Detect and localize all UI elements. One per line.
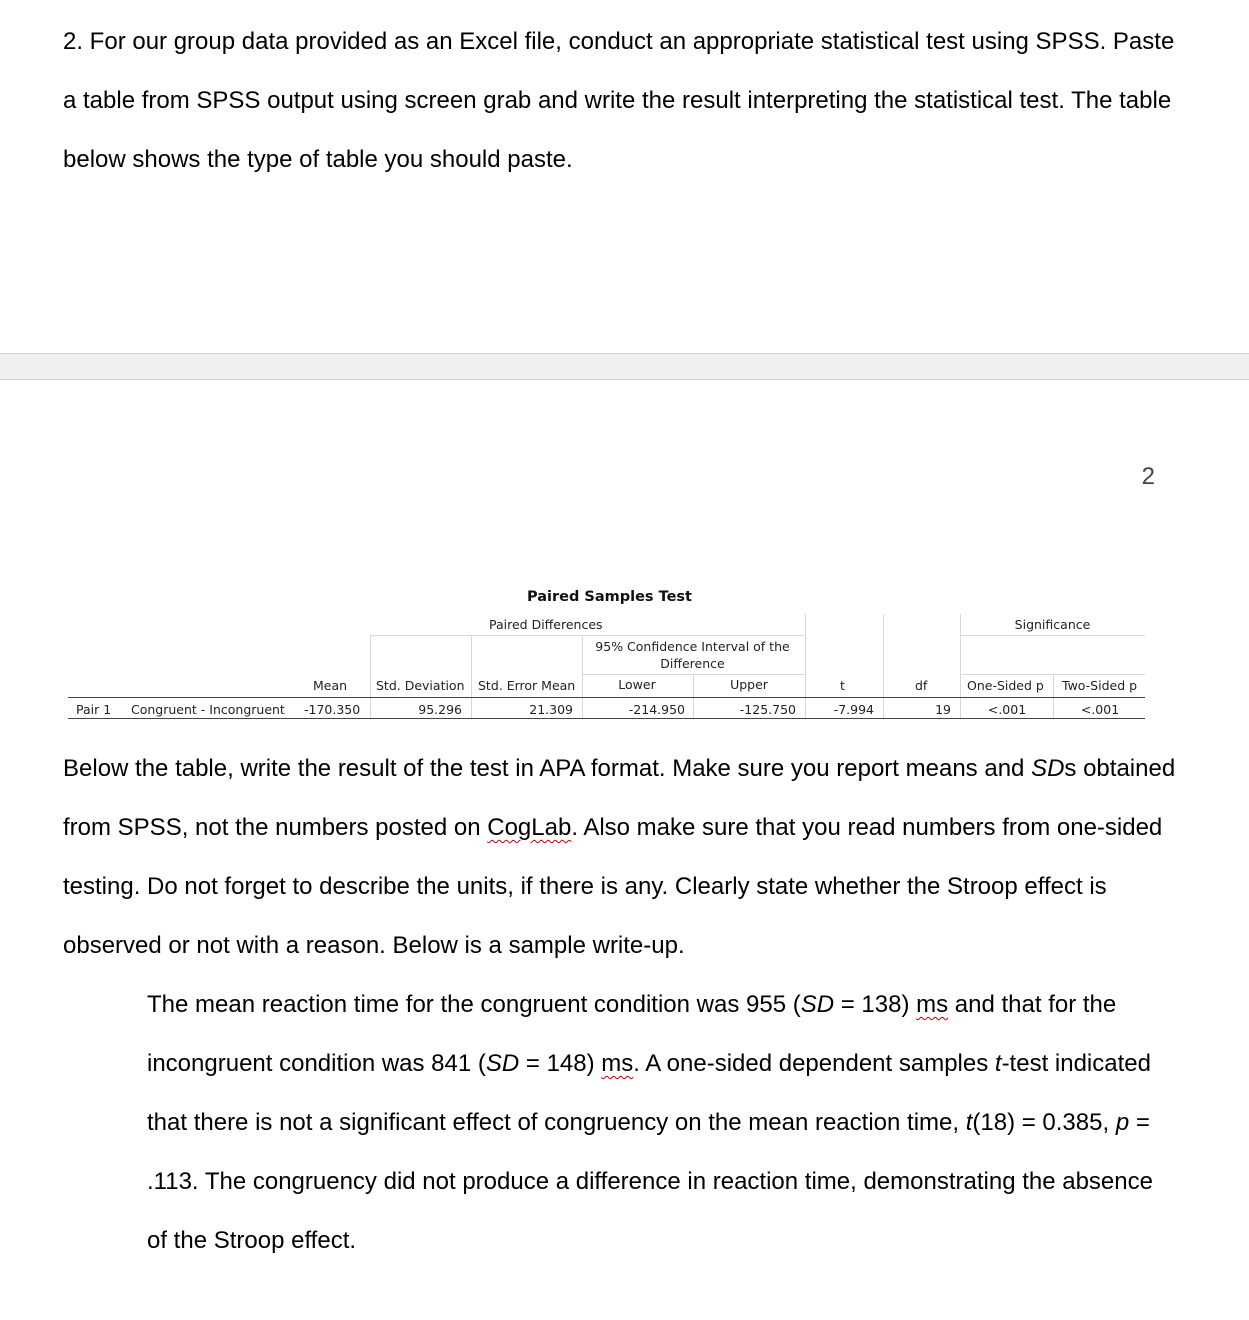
page-break [0, 353, 1249, 380]
grid-line [960, 674, 1145, 675]
grid-line [883, 614, 884, 718]
spellcheck-word: CogLab [487, 814, 572, 841]
header-rule [68, 697, 1145, 698]
page-number: 2 [1141, 463, 1155, 490]
cell-std-deviation: 95.296 [418, 702, 462, 717]
cell-upper: -125.750 [739, 702, 796, 717]
header-df: df [915, 678, 928, 693]
group-ci-line2: Difference [660, 656, 725, 671]
header-two-sided-p: Two-Sided p [1062, 678, 1138, 693]
sample-writeup-paragraph: The mean reaction time for the congruent condition was 955 (SD = 138) ms and that for the incongruent condition was 841 (SD = 148) ms. A one-sided dependent samples t-test indicated that there is not a significant effect of congruency on the mean reaction time, t(18) = 0.385, p = .113. The congruency did not produce a difference in reaction time, demonstrating the absence of the Stroop effect. [147, 991, 1153, 1254]
group-ci-line1: 95% Confidence Interval of the [595, 639, 790, 654]
cell-mean: -170.350 [304, 702, 361, 717]
header-lower: Lower [618, 677, 656, 692]
grid-line [805, 614, 806, 718]
header-std-error-mean: Std. Error Mean [478, 678, 576, 693]
grid-line [370, 636, 371, 718]
instructions-paragraph: Below the table, write the result of the test in APA format. Make sure you report means and SDs obtained from SPSS, not the numbers posted on CogLab. Also make sure that you read numbers from one-sided testing. Do not forget to describe the units, if there is any. Clearly state whether the Stroop effect is observed or not with a reason. Below is a sample write-up. [63, 755, 1176, 959]
header-one-sided-p: One-Sided p [967, 678, 1044, 693]
group-significance: Significance [1014, 617, 1091, 632]
grid-line [582, 636, 583, 718]
grid-line [582, 674, 805, 675]
cell-lower: -214.950 [628, 702, 685, 717]
grid-line [471, 636, 472, 718]
header-mean: Mean [313, 678, 348, 693]
row-pair: Pair 1 [76, 702, 112, 717]
cell-one-sided-p: <.001 [987, 702, 1027, 717]
question-paragraph: 2. For our group data provided as an Excel file, conduct an appropriate statistical test using SPSS. Paste a table from SPSS output using screen grab and write the result interpreting the statistical test. The table below shows the type of table you should paste. [63, 28, 1175, 173]
grid-line [370, 635, 805, 636]
group-paired-differences: Paired Differences [489, 617, 603, 632]
cell-t: -7.994 [833, 702, 874, 717]
cell-df: 19 [935, 702, 951, 717]
cell-two-sided-p: <.001 [1080, 702, 1120, 717]
grid-line [960, 635, 1145, 636]
header-upper: Upper [730, 677, 768, 692]
row-label: Congruent - Incongruent [131, 702, 285, 717]
header-std-deviation: Std. Deviation [376, 678, 465, 693]
spellcheck-word: ms [916, 991, 949, 1018]
table-title: Paired Samples Test [527, 589, 692, 605]
bottom-rule [68, 718, 1145, 719]
grid-line [960, 614, 961, 718]
header-t: t [840, 678, 845, 693]
spellcheck-word: ms [601, 1050, 634, 1077]
cell-std-error: 21.309 [529, 702, 573, 717]
